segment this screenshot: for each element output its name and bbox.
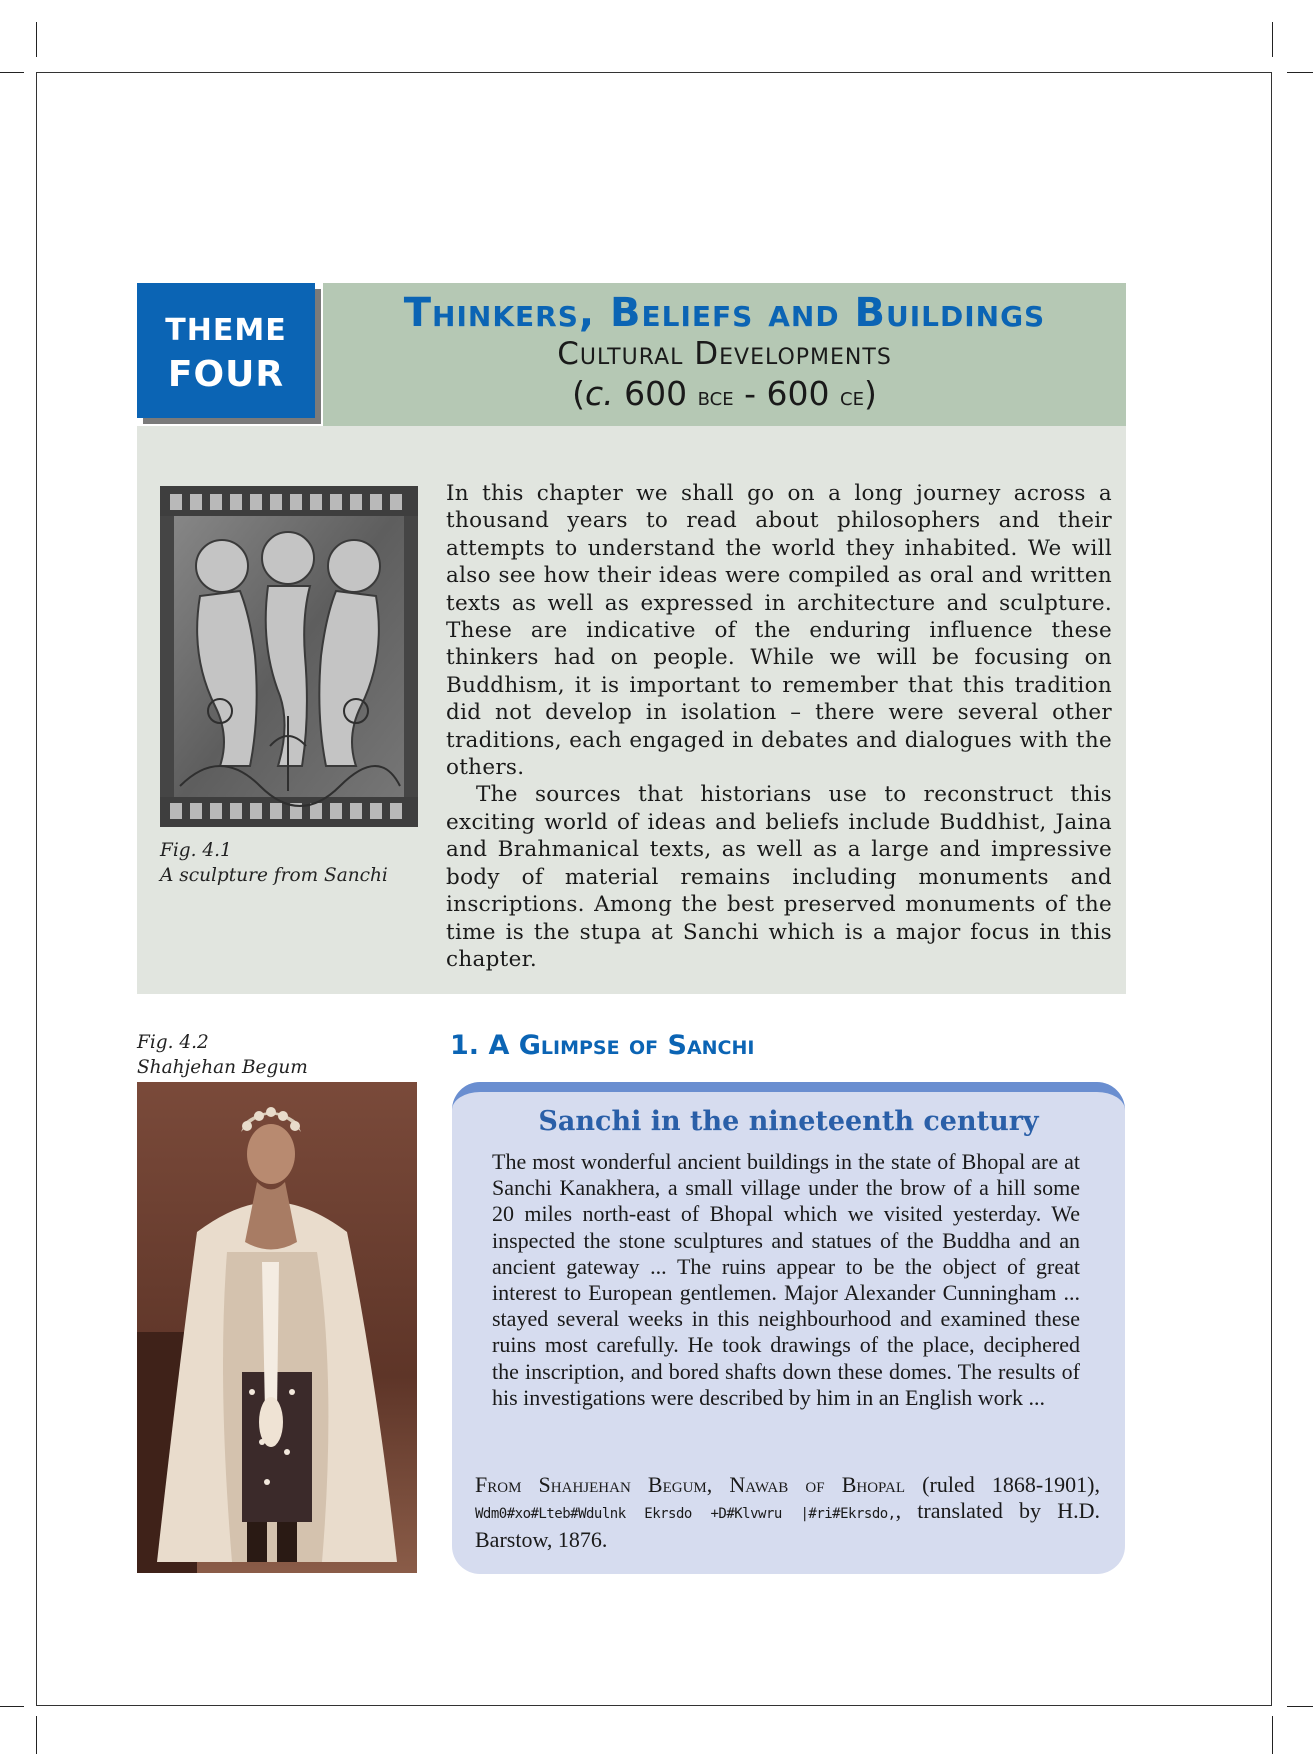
chapter-subtitle: Cultural Developments — [557, 336, 892, 372]
fig-number: Fig. 4.2 — [137, 1032, 209, 1053]
source-box-title: Sanchi in the nineteenth century — [538, 1106, 1039, 1137]
section-heading: 1. A Glimpse of Sanchi — [450, 1030, 755, 1061]
fig-4-1-caption — [160, 838, 388, 888]
crop-mark — [36, 1716, 37, 1754]
crop-mark — [36, 22, 37, 57]
crop-mark — [0, 1706, 24, 1707]
intro-paragraph: In this chapter we shall go on a long journey across a thousand years to read about philosophers and their attempts to understand the world they inhabited. We will also see how their ideas were compiled as oral and written texts as well as expressed in architecture and sculpture. These are indicative of the enduring influence these thinkers had on people. While we will be focusing on Buddhism, it is important to remember that this tradition did not develop in isolation – there were several other traditions, each engaged in debates and dialogues with the others. — [446, 481, 1112, 781]
theme-label: THEME — [165, 313, 287, 348]
intro-text — [446, 480, 1112, 973]
crop-mark — [1272, 22, 1273, 57]
crop-mark — [1287, 1706, 1313, 1707]
fig-number: Fig. 4.1 — [160, 840, 232, 861]
shahjehan-begum-portrait — [137, 1082, 417, 1573]
source-quote: The most wonderful ancient buildings in the state of Bhopal are at Sanchi Kanakhera, a small village under the brow of a hill some 20 miles north-east of Bhopal which we visited yesterday. We inspected the stone sculptures and statues of the Buddha and an ancient gateway ... The ruins appear to be the object of great interest to European gentlemen. Major Alexander Cunningham ... stayed several weeks in this neighbourhood and examined these ruins most carefully. He took drawings of the place, deciphered the inscription, and bored shafts down these domes. The results of his investigations were described by him in an English work ... — [492, 1149, 1080, 1410]
intro-paragraph: The sources that historians use to reconstruct this exciting world of ideas and beliefs include Buddhist, Jaina and Brahmanical texts, as well as a large and impressive body of material remains including monuments and inscriptions. Among the best preserved monuments of the time is the stupa at Sanchi which is a major focus in this chapter. — [446, 782, 1112, 972]
theme-tab — [137, 283, 315, 418]
crop-mark — [1287, 72, 1313, 73]
sanchi-sculpture-image — [160, 486, 418, 827]
fig-caption-text: Shahjehan Begum — [137, 1057, 308, 1078]
fig-4-2-caption — [137, 1030, 308, 1080]
chapter-title-band — [323, 283, 1126, 426]
chapter-dates: (c. 600 bce - 600 ce) — [572, 374, 877, 413]
chapter-title: Thinkers, Beliefs and Buildings — [403, 290, 1046, 336]
theme-number: FOUR — [167, 354, 285, 395]
fig-caption-text: A sculpture from Sanchi — [160, 865, 388, 886]
crop-mark — [0, 72, 24, 73]
source-citation: From Shahjehan Begum, Nawab of Bhopal (ruled 1868-1901), Wdm0#xo#Lteb#Wdulnk Ekrsdo +D#Klvwru |#ri#Ekrsdo,, translated by H.D. Barstow, 1876. — [475, 1472, 1100, 1552]
crop-mark — [1272, 1716, 1273, 1754]
